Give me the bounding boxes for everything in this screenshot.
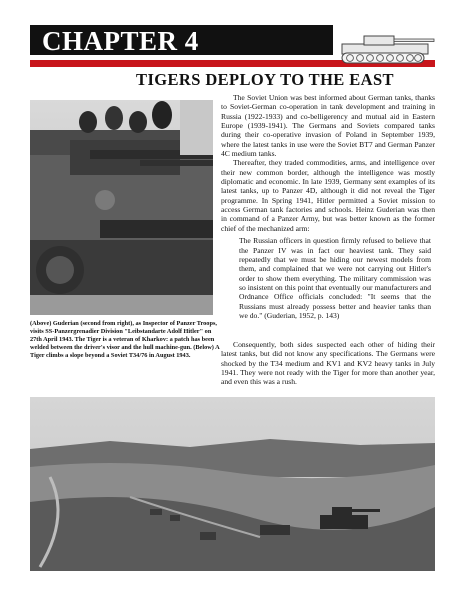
section-title: TIGERS DEPLOY TO THE EAST <box>136 70 394 89</box>
photo-guderian-tiger <box>30 100 213 315</box>
paragraph-2: Thereafter, they traded commodities, arms, and intelligence over their new common border, although the intelligence was mostly diplomatic and economic. In late 1939, Germany sent examples of its latest tanks, up to Panzer 4D, although it did not reveal the Tiger programme. In Spring 1941, Hitler permitted a Soviet mission to access German tank factories and schools. Heinz Guderian was then in command of a Panzer Army, but was better known as the former chief of the mechanized arm: <box>221 158 435 233</box>
guderian-quote: The Russian officers in question firmly refused to believe that the Panzer IV was in fact our heaviest tank. They said repeatedly that we must be hiding our newest models from them, and complained that we were not carrying out Hitler's order to show them everything. The military commission was so insistent on this point that eventually our manufacturers and Ordnance Office officials concluded: "It seems that the Russians must already possess better and heavier tanks than we do." (Guderian, 1952, p. 143) <box>239 236 431 320</box>
article-body-continued <box>221 340 435 387</box>
article-body <box>221 93 435 323</box>
photo-tiger-slope <box>30 397 435 571</box>
chapter-title: CHAPTER 4 <box>42 26 199 56</box>
photo-caption: (Above) Guderian (second from right), as Inspector of Panzer Troops, visits SS-Panzergrenadier Division "Leibstandarte Adolf Hitler" on 27th April 1943. The Tiger is a veteran of Kharkov: a patch has been welded between the driver's visor and the hull machine-gun. (Below) A Tiger climbs a slope beyond a Soviet T34/76 in August 1943. <box>30 320 220 360</box>
paragraph-1: The Soviet Union was best informed about German tanks, thanks to Soviet-German co-operation in tank development and training in Russia (1922-1933) and co-belligerency and mutual aid in Eastern Europe (1939-1941). The Germans and Soviets compared tanks during their co-operative invasion of Poland in September 1939, where the latest tanks in use were the Soviet BT7 and German Panzer 4C medium tanks. <box>221 93 435 159</box>
tiger-tank-icon <box>338 28 435 66</box>
paragraph-3: Consequently, both sides suspected each other of hiding their latest tanks, but did not know any specifications. The Germans were shocked by the T34 medium and KV1 and KV2 heavy tanks in July 1941. They were not ready with the Tiger for more than another year, and even this was a rush. <box>221 340 435 387</box>
